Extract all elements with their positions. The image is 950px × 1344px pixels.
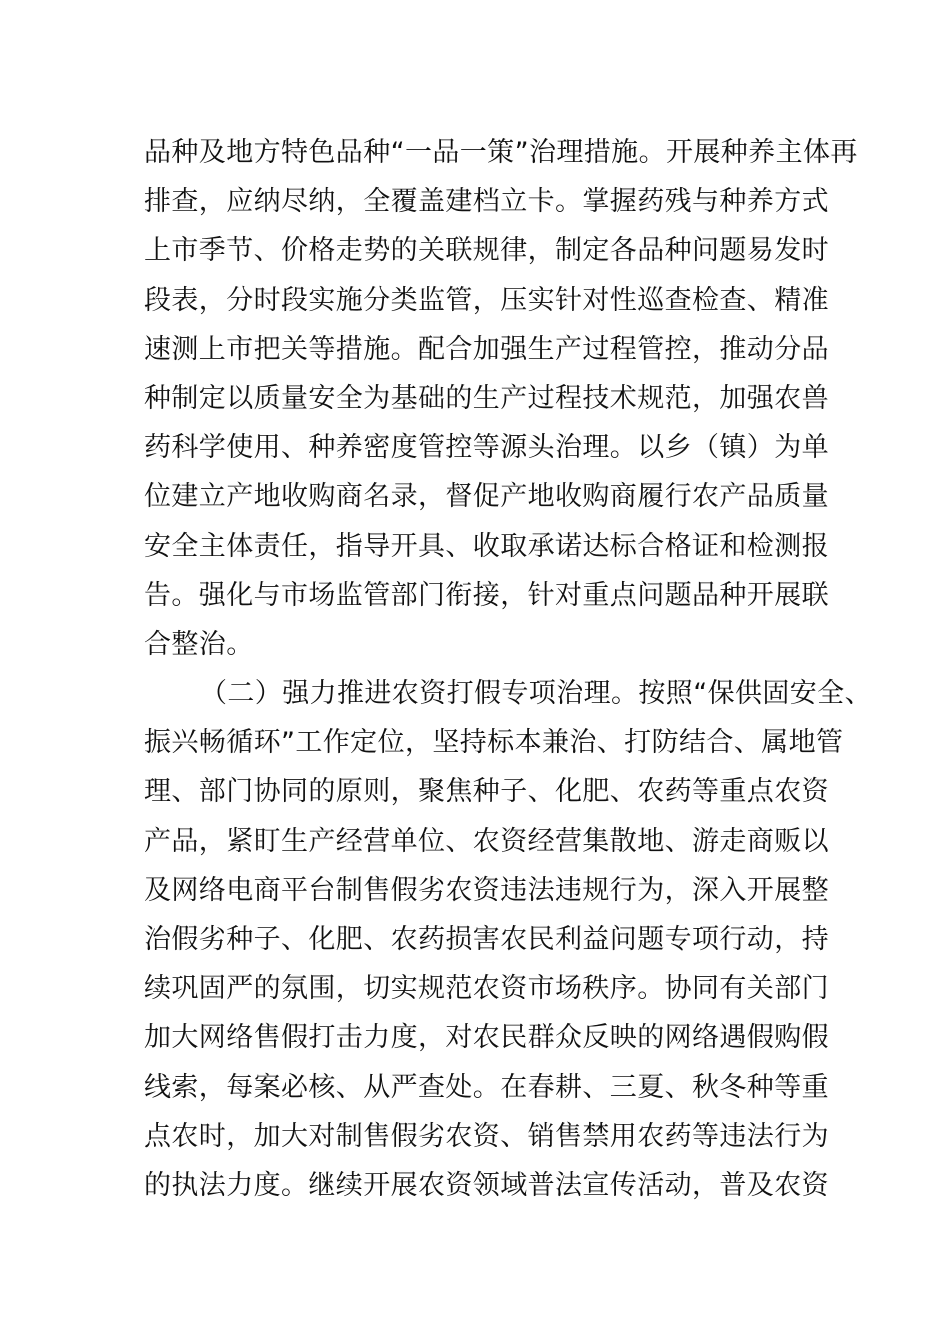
paragraph-1 [144, 128, 858, 669]
text-line: 安全主体责任，指导开具、收取承诺达标合格证和检测报 [144, 530, 829, 562]
text-line: 点农时，加大对制售假劣农资、销售禁用农药等违法行为 [144, 1120, 829, 1152]
text-line: 线索，每案必核、从严查处。在春耕、三夏、秋冬种等重 [144, 1071, 829, 1103]
text-line: 理、部门协同的原则，聚焦种子、化肥、农药等重点农资 [144, 776, 829, 808]
text-line: 种制定以质量安全为基础的生产过程技术规范，加强农兽 [144, 382, 829, 414]
section-heading-line: （二）强力推进农资打假专项治理。按照“保供固安全、 [200, 678, 872, 710]
text-line: 速测上市把关等措施。配合加强生产过程管控，推动分品 [144, 333, 829, 365]
text-line: 加大网络售假打击力度，对农民群众反映的网络遇假购假 [144, 1022, 829, 1054]
text-line: 上市季节、价格走势的关联规律，制定各品种问题易发时 [144, 235, 829, 267]
text-line: 段表，分时段实施分类监管，压实针对性巡查检查、精准 [144, 284, 829, 316]
text-line: 治假劣种子、化肥、农药损害农民利益问题专项行动，持 [144, 924, 829, 955]
text-line: 产品，紧盯生产经营单位、农资经营集散地、游走商贩以 [144, 825, 829, 857]
text-line: 及网络电商平台制售假劣农资违法违规行为，深入开展整 [144, 874, 829, 906]
text-line: 排查，应纳尽纳，全覆盖建档立卡。掌握药残与种养方式 [144, 186, 829, 218]
text-line: 续巩固严的氛围，切实规范农资市场秩序。协同有关部门 [144, 973, 829, 1005]
text-line: 品种及地方特色品种“一品一策”治理措施。开展种养主体再 [144, 137, 858, 168]
text-line: 合整治。 [144, 628, 254, 660]
text-line: 告。强化与市场监管部门衔接，针对重点问题品种开展联 [144, 579, 829, 611]
text-line: 位建立产地收购商名录，督促产地收购商履行农产品质量 [144, 481, 829, 513]
text-line: 的执法力度。继续开展农资领域普法宣传活动，普及农资 [144, 1169, 829, 1201]
text-line: 药科学使用、种养密度管控等源头治理。以乡（镇）为单 [144, 432, 829, 464]
text-line: 振兴畅循环”工作定位，坚持标本兼治、打防结合、属地管 [144, 727, 844, 759]
body-text [144, 128, 872, 1210]
paragraph-2 [144, 669, 872, 1210]
